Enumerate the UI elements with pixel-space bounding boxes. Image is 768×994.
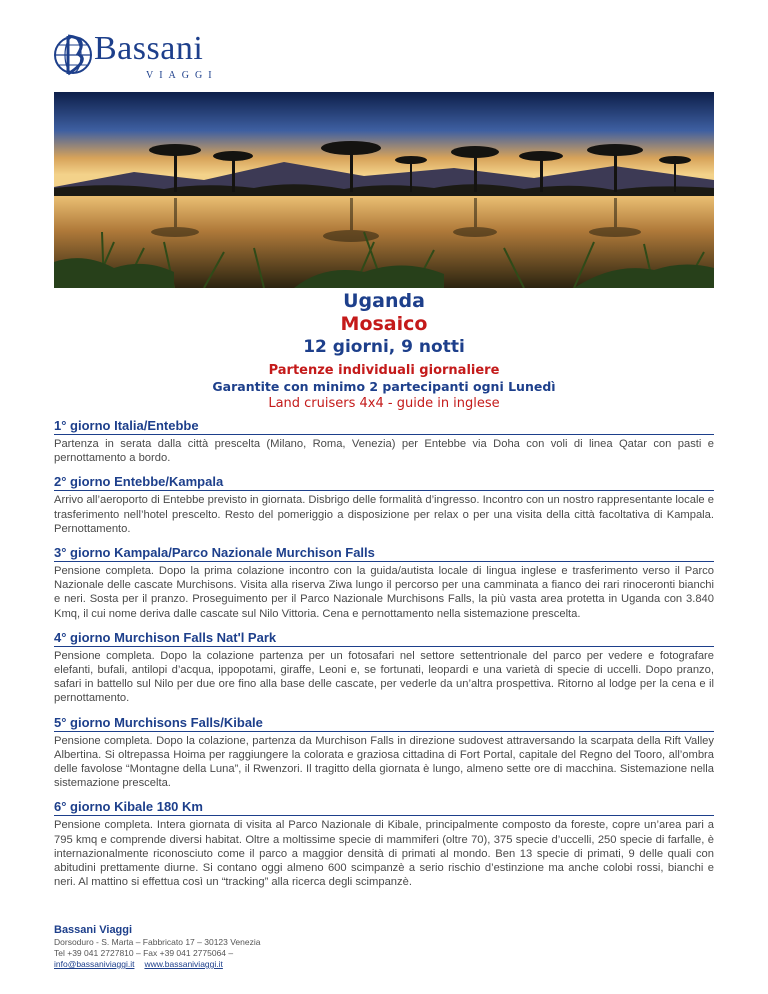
tour-subtitle: Mosaico <box>340 313 428 335</box>
day-1 <box>54 418 714 465</box>
itinerary <box>54 418 714 898</box>
footer-company-name: Bassani Viaggi <box>54 924 133 936</box>
day-heading: 4° giorno Murchison Falls Nat'l Park <box>54 630 714 647</box>
guaranteed-info: Garantite con minimo 2 partecipanti ogni Lunedì <box>212 379 556 394</box>
email-link[interactable]: info@bassaniviaggi.it <box>54 959 135 969</box>
day-heading: 3° giorno Kampala/Parco Nazionale Murchison Falls <box>54 545 714 562</box>
lake-sunset-image <box>54 92 714 288</box>
tour-titles <box>0 290 768 413</box>
globe-b-icon <box>54 32 92 78</box>
day-description: Pensione completa. Dopo la prima colazione incontro con la guida/autista locale di lingua inglese e trasferimento verso il Parco Nazionale delle cascate Murchisons. Visita alla riserva Ziwa lungo il percorso per una camminata a fianco dei rari rinoceronti bianchi e neri. Sosta per il pranzo. Proseguimento per il Parco Nazionale Murchisons Falls, la più vasta area protetta in Uganda con 3.840 Kmq, il cui nome deriva dalle cascate sul Nilo Vittoria. Cena e pernottamento nella sistemazione prescelta. <box>54 565 714 620</box>
day-6 <box>54 799 714 889</box>
day-description: Arrivo all’aeroporto di Entebbe previsto in giornata. Disbrigo delle formalità d’ingresso. Incontro con un nostro rappresentante locale e trasferimento nell’hotel prescelto. Resto del pomeriggio a disposizione per relax o per una visita della città facoltativa di Kampala. Pernottamento. <box>54 494 714 535</box>
day-description: Pensione completa. Intera giornata di visita al Parco Nazionale di Kibale, principalmente composto da foreste, copre un’area pari a 795 kmq e comprende diversi habitat. Oltre a moltissime specie di mammiferi (oltre 70), 375 specie d’uccelli, 250 specie di farfalle, è internazionalmente riconosciuto come il parco a maggior densità di primati al mondo. Ben 13 specie di primati, 9 delle quali con abitudini prettamente diurne. Si contano oggi almeno 600 scimpanzè a serio rischio d’estinzione ma anche colobi rossi, bianchi e neri. Al mattino si effettua così un “tracking” alla ricerca degli scimpanzè. <box>54 819 714 889</box>
day-5 <box>54 715 714 791</box>
day-2 <box>54 474 714 536</box>
day-4 <box>54 630 714 706</box>
day-heading: 1° giorno Italia/Entebbe <box>54 418 714 435</box>
footer-address: Dorsoduro - S. Marta – Fabbricato 17 – 30123 Venezia <box>54 937 261 947</box>
day-description: Pensione completa. Dopo la colazione, partenza da Murchison Falls in direzione sudovest attraversando la scarpata della Rift Valley Albertina. Si oltrepassa Hoima per raggiungere la colorata e graziosa cittadina di Fort Portal, capitale del Regno del Tooro, all’ombra delle favolose “Montagne della Luna”, il Rwenzori. Il tragitto della giornata è lungo, almeno sette ore di macchina. Sistemazione nella sistemazione prescelta. <box>54 734 714 790</box>
footer <box>54 924 454 970</box>
day-description: Pensione completa. Dopo la colazione partenza per un fotosafari nel settore settentrionale del parco per vedere e fotografare elefanti, bufali, antilopi d’acqua, ippopotami, giraffe, Leoni e, se fortunati, leopardi e una varietà di specie di uccelli. Dopo pranzo, safari in battello sul Nilo per due ore fino alla base delle cascate, per vederle da un’altra prospettiva. Ritorno al lodge per la cena e il pernottamento. <box>54 649 714 705</box>
day-heading: 2° giorno Entebbe/Kampala <box>54 474 714 491</box>
bassani-logo <box>54 30 234 82</box>
footer-links <box>54 959 454 970</box>
tour-duration: 12 giorni, 9 notti <box>303 337 465 357</box>
day-heading: 5° giorno Murchisons Falls/Kibale <box>54 715 714 732</box>
logo-sub-text: VIAGGI <box>146 70 218 81</box>
day-3 <box>54 545 714 621</box>
footer-phone: Tel +39 041 2727810 – Fax +39 041 2775064 – <box>54 948 234 958</box>
website-link[interactable]: www.bassaniviaggi.it <box>144 959 223 969</box>
hero-image <box>54 92 714 288</box>
departures-info: Partenze individuali giornaliere <box>268 363 500 378</box>
logo-brand-text: Bassani <box>94 30 204 67</box>
tour-title: Uganda <box>343 290 425 312</box>
day-heading: 6° giorno Kibale 180 Km <box>54 799 714 816</box>
transport-info: Land cruisers 4x4 - guide in inglese <box>268 396 500 411</box>
day-description: Partenza in serata dalla città prescelta (Milano, Roma, Venezia) per Entebbe via Doha con voli di linea Qatar con pasti e pernottamento a bordo. <box>54 438 714 465</box>
